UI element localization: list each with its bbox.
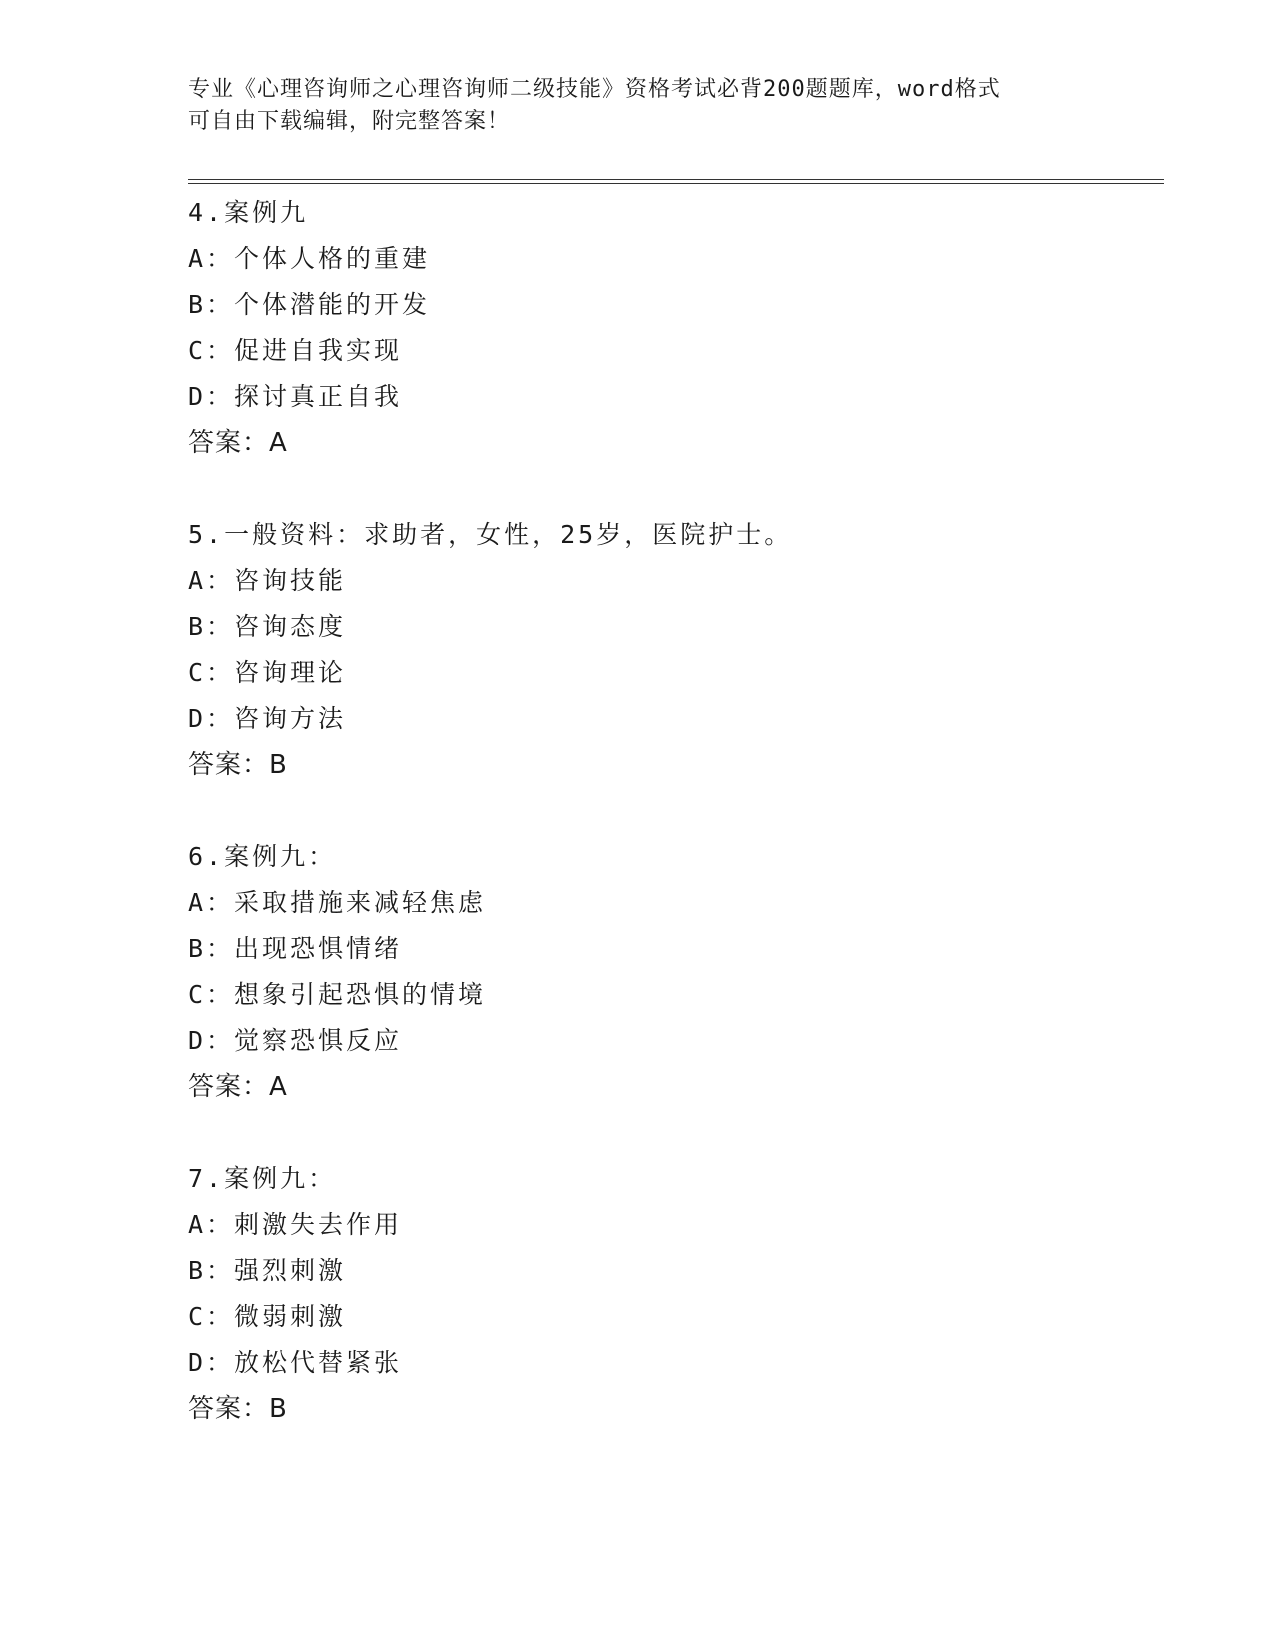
question-item (188, 834, 1164, 1110)
option-c: C：促进自我实现 (188, 336, 403, 365)
option-d: D：探讨真正自我 (188, 382, 403, 411)
option-a: A：采取措施来减轻焦虑 (188, 888, 487, 917)
question-item (188, 1156, 1164, 1432)
option-a: A：咨询技能 (188, 566, 347, 595)
option-a: A：刺激失去作用 (188, 1210, 403, 1239)
option-b: B：个体潜能的开发 (188, 290, 431, 319)
option-c: C：咨询理论 (188, 658, 347, 687)
option-b: B：咨询态度 (188, 612, 347, 641)
answer-line: 答案：B (188, 1394, 288, 1424)
option-b: B：出现恐惧情绪 (188, 934, 403, 963)
question-item (188, 512, 1164, 788)
question-stem: 6.案例九： (188, 842, 337, 871)
option-d: D：觉察恐惧反应 (188, 1026, 403, 1055)
question-stem: 7.案例九： (188, 1164, 337, 1193)
question-list (188, 190, 1164, 1478)
answer-line: 答案：A (188, 428, 288, 458)
option-c: C：微弱刺激 (188, 1302, 347, 1331)
header-title-line-2: 可自由下载编辑，附完整答案！ (188, 109, 511, 134)
option-b: B：强烈刺激 (188, 1256, 347, 1285)
document-header (188, 74, 1088, 138)
answer-line: 答案：B (188, 750, 288, 780)
option-d: D：放松代替紧张 (188, 1348, 403, 1377)
question-stem: 4.案例九 (188, 198, 309, 227)
header-title-line-1: 专业《心理咨询师之心理咨询师二级技能》资格考试必背200题题库，word格式 (188, 77, 1001, 102)
question-item (188, 190, 1164, 466)
answer-line: 答案：A (188, 1072, 288, 1102)
option-a: A：个体人格的重建 (188, 244, 431, 273)
header-divider-bottom (188, 183, 1164, 184)
option-c: C：想象引起恐惧的情境 (188, 980, 487, 1009)
question-stem: 5.一般资料：求助者，女性，25岁，医院护士。 (188, 520, 793, 549)
header-divider-top (188, 179, 1164, 180)
option-d: D：咨询方法 (188, 704, 347, 733)
